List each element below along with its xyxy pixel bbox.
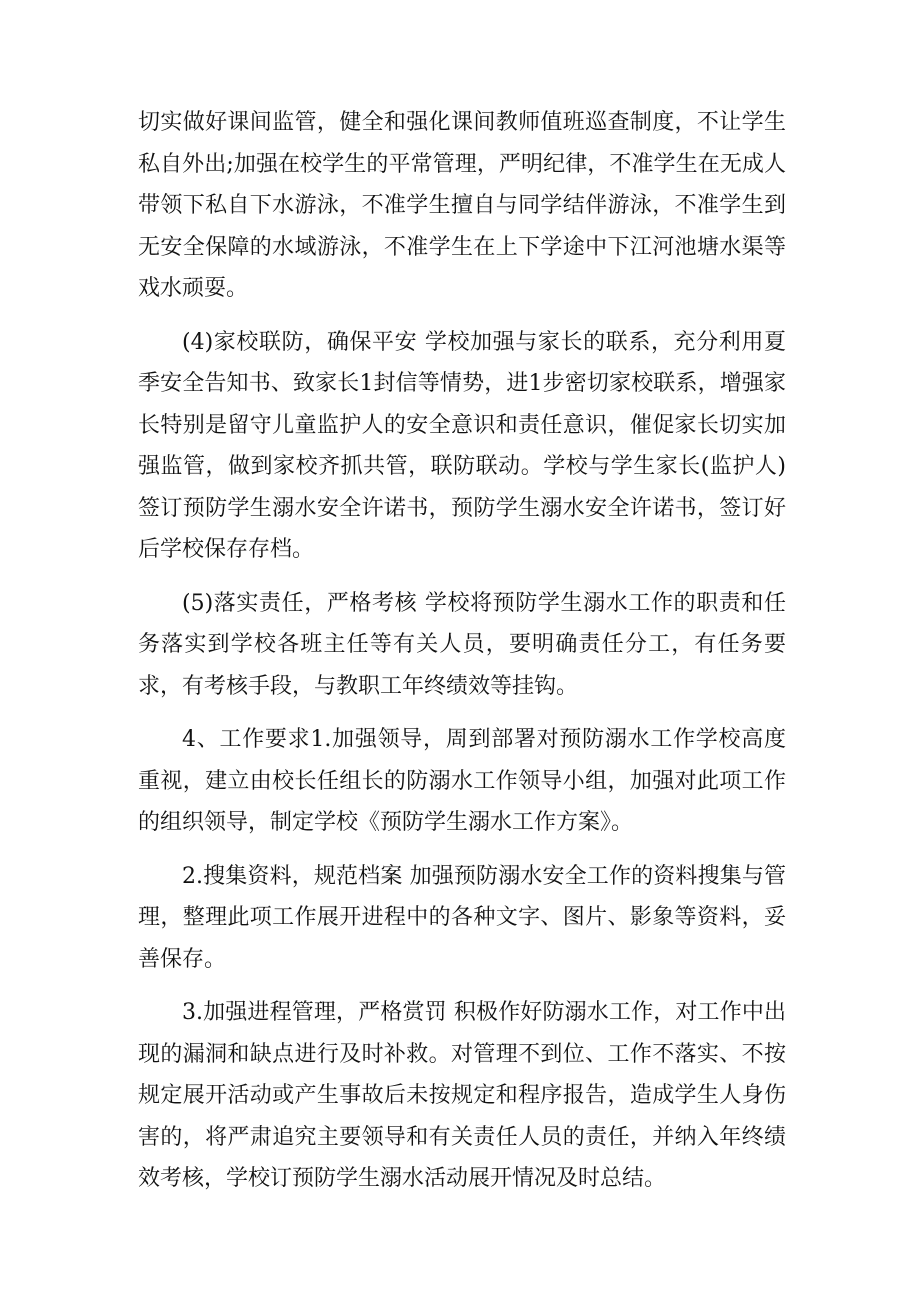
paragraph-3: (5)落实责任，严格考核 学校将预防学生溺水工作的职责和任务落实到学校各班主任等有关人员，要明确责任分工，有任务要求，有考核手段，与教职工年终绩效等挂钩。	[138, 590, 786, 699]
paragraph-4: 4、工作要求1.加强领导，周到部署对预防溺水工作学校高度重视，建立由校长任组长的防溺水工作领导小组，加强对此项工作的组织领导，制定学校《预防学生溺水工作方案》。	[138, 727, 786, 835]
paragraph-5: 2.搜集资料，规范档案 加强预防溺水安全工作的资料搜集与管理，整理此项工作展开进程中的各种文字、图片、影象等资料，妥善保存。	[138, 863, 786, 972]
paragraph-6: 3.加强进程管理，严格赏罚 积极作好防溺水工作，对工作中出现的漏洞和缺点进行及时补救。对管理不到位、工作不落实、不按规定展开活动或产生事故后未按规定和程序报告，造成学生人身伤害的，将严肃追究主要领导和有关责任人员的责任，并纳入年终绩效考核，学校订预防学生溺水活动展开情况及时总结。	[138, 1000, 786, 1191]
paragraph-2: (4)家校联防，确保平安 学校加强与家长的联系，充分利用夏季安全告知书、致家长1封信等情势，进1步密切家校联系，增强家长特别是留守儿童监护人的安全意识和责任意识，催促家长切实加强监管，做到家校齐抓共管，联防联动。学校与学生家长(监护人)签订预防学生溺水安全许诺书，预防学生溺水安全许诺书，签订好后学校保存存档。	[138, 329, 786, 562]
paragraph-1: 切实做好课间监管，健全和强化课间教师值班巡查制度，不让学生私自外出;加强在校学生的平常管理，严明纪律，不准学生在无成人带领下私自下水游泳，不准学生擅自与同学结伴游泳，不准学生到无安全保障的水域游泳，不准学生在上下学途中下江河池塘水渠等戏水顽耍。	[138, 110, 786, 301]
document-body	[138, 102, 786, 1212]
